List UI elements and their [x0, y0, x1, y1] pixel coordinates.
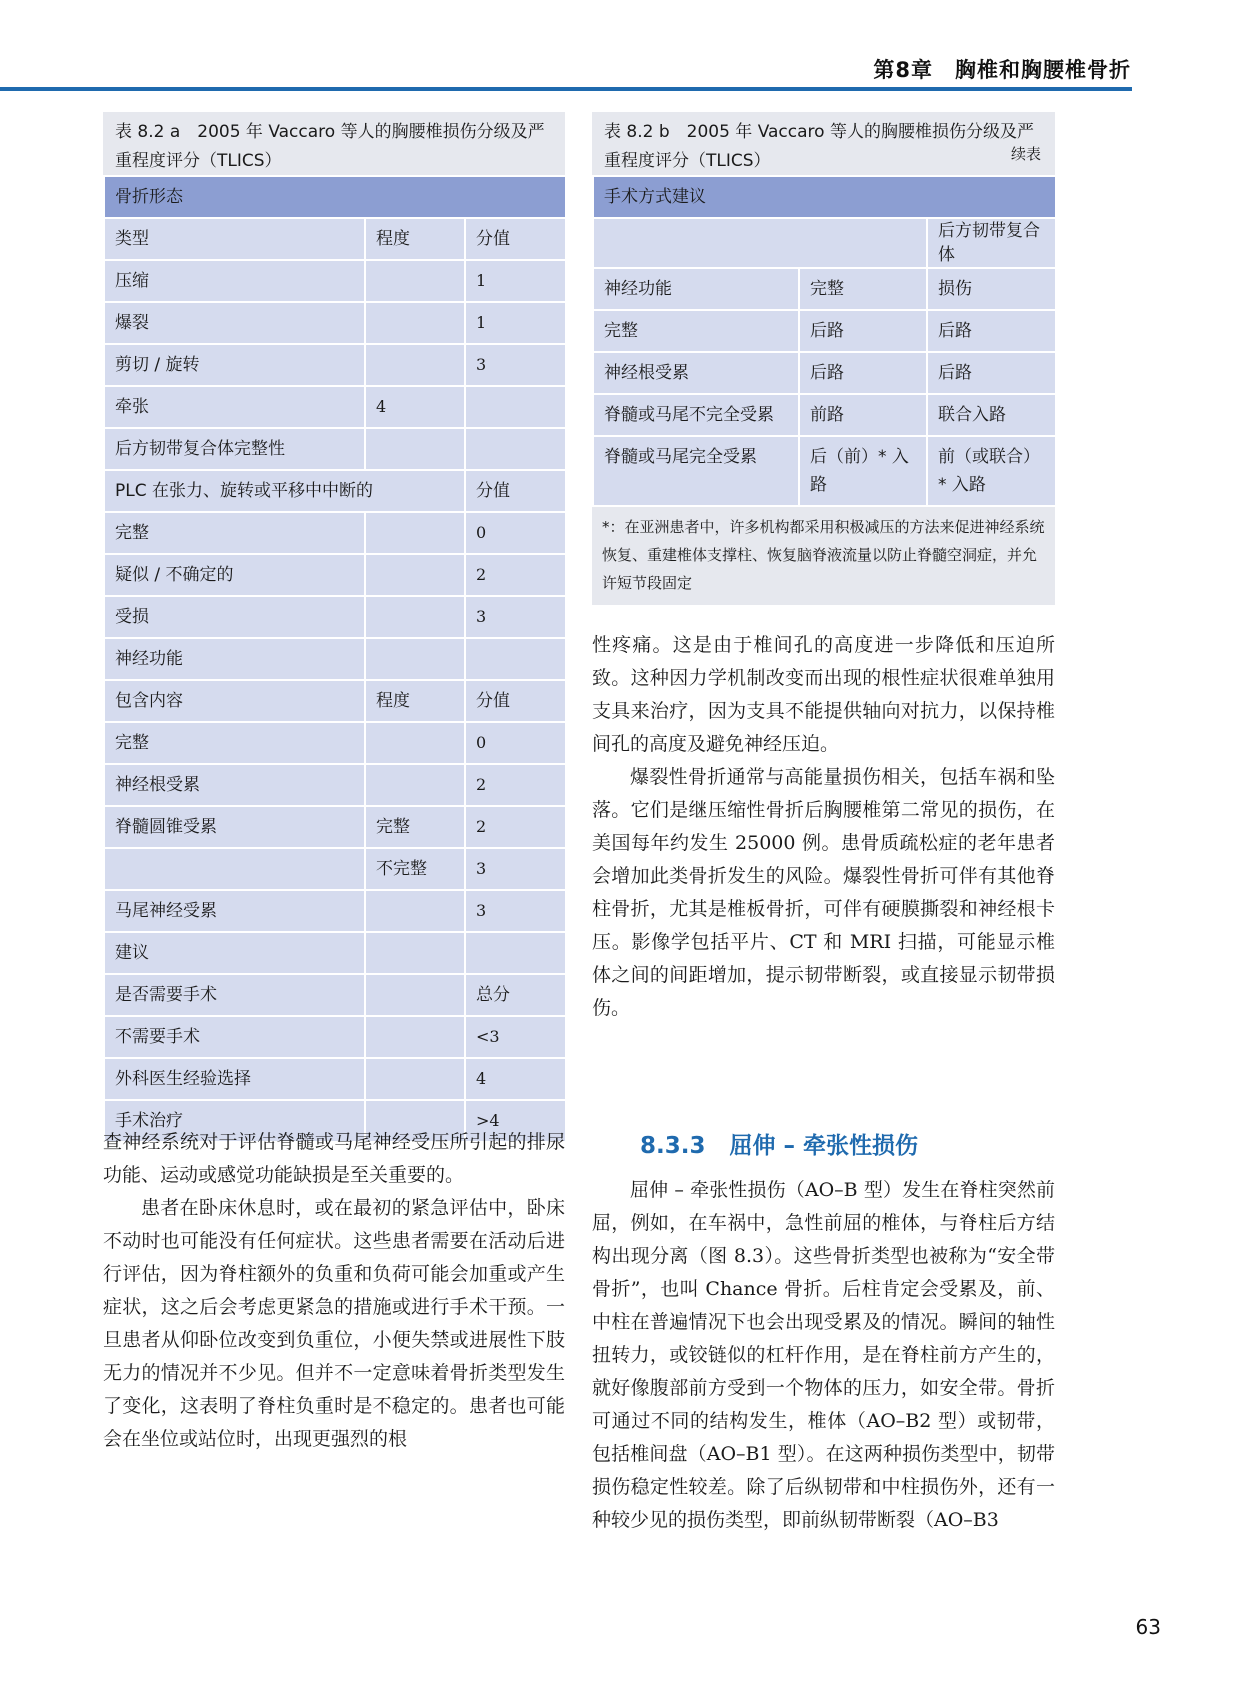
- table-cell: 1: [465, 260, 566, 302]
- table-cell: 包含内容: [104, 680, 365, 722]
- table-cell: <3: [465, 1016, 566, 1058]
- table-cell: 前（或联合）* 入路: [927, 436, 1056, 506]
- table-cell: [365, 932, 465, 974]
- table-cell: 外科医生经验选择: [104, 1058, 365, 1100]
- table-cell: [365, 722, 465, 764]
- table-row: [593, 218, 1056, 268]
- table-cell: 脊髓圆锥受累: [104, 806, 365, 848]
- table-cell: [365, 512, 465, 554]
- table-cell: 神经根受累: [104, 764, 365, 806]
- table-cell: 后路: [927, 352, 1056, 394]
- table-cell: 2: [465, 764, 566, 806]
- table-cell: 完整: [593, 310, 799, 352]
- table-8-2b-caption: [592, 112, 1055, 175]
- table-row: [104, 932, 566, 974]
- table-row: [104, 596, 566, 638]
- table-row: [593, 268, 1056, 310]
- table-cell: 剪切 / 旋转: [104, 344, 365, 386]
- table-cell: 脊髓或马尾不完全受累: [593, 394, 799, 436]
- table-cell: 后路: [927, 310, 1056, 352]
- header-rule: [0, 87, 1132, 91]
- table-row: [104, 176, 566, 218]
- table-8-2a-grid: [103, 175, 567, 1143]
- table-cell: [465, 932, 566, 974]
- table-cell: 完整: [365, 806, 465, 848]
- table-cell: PLC 在张力、旋转或平移中中断的: [104, 470, 465, 512]
- table-row: [104, 890, 566, 932]
- table-cell: [365, 260, 465, 302]
- table-row: [593, 176, 1056, 218]
- paragraph: 性疼痛。这是由于椎间孔的高度进一步降低和压迫所致。这种因力学机制改变而出现的根性症状很难单独用支具来治疗，因为支具不能提供轴向对抗力，以保持椎间孔的高度及避免神经压迫。: [592, 634, 1055, 755]
- table-cell: 神经根受累: [593, 352, 799, 394]
- table-cell: 分值: [465, 680, 566, 722]
- table-cell: 后（前）* 入路: [799, 436, 927, 506]
- table-cell: 程度: [365, 218, 465, 260]
- table-8-2a-caption: 表 8.2 a 2005 年 Vaccaro 等人的胸腰椎损伤分级及严重程度评分（TLICS）: [115, 122, 545, 171]
- table-cell: 2: [465, 554, 566, 596]
- table-8-2b-grid: [592, 175, 1057, 507]
- table-cell: [365, 596, 465, 638]
- table-row: [593, 436, 1056, 506]
- table-cell: 损伤: [927, 268, 1056, 310]
- table-row: [104, 428, 566, 470]
- table-row: [104, 722, 566, 764]
- table-cell: [365, 638, 465, 680]
- table-cell: >4: [465, 1100, 566, 1142]
- paragraph: 屈伸 – 牵张性损伤（AO–B 型）发生在脊柱突然前屈，例如，在车祸中，急性前屈的椎体，与脊柱后方结构出现分离（图 8.3）。这些骨折类型也被称为“安全带骨折”，也叫 Chance 骨折。后柱肯定会受累及，前、中柱在普遍情况下也会出现受累及的情况。瞬间的轴性扭转力，或铰链似的杠杆作用，是在脊柱前方产生的，就好像腹部前方受到一个物体的压力，如安全带。骨折可通过不同的结构发生，椎体（AO–B2 型）或韧带，包括椎间盘（AO–B1 型）。在这两种损伤类型中，韧带损伤稳定性较差。除了后纵韧带和中柱损伤外，还有一种较少见的损伤类型，即前纵韧带断裂（AO–B3: [592, 1179, 1055, 1531]
- table-cell: [465, 638, 566, 680]
- table-cell: [365, 1016, 465, 1058]
- table-row: [104, 974, 566, 1016]
- table-cell: [365, 764, 465, 806]
- table-cell: 马尾神经受累: [104, 890, 365, 932]
- table-8-2b-caption-text: 表 8.2 b 2005 年 Vaccaro 等人的胸腰椎损伤分级及严重程度评分（TLICS）: [604, 122, 1034, 171]
- table-cell: 3: [465, 344, 566, 386]
- table-cell: 分值: [465, 218, 566, 260]
- table-cell: 分值: [465, 470, 566, 512]
- table-cell: 完整: [104, 512, 365, 554]
- table-cell: 3: [465, 848, 566, 890]
- table-cell: 2: [465, 806, 566, 848]
- table-cell: 后方韧带复合体: [927, 218, 1056, 268]
- table-row: [104, 302, 566, 344]
- section-body-text: [592, 1174, 1055, 1537]
- table-cell: 神经功能: [593, 268, 799, 310]
- table-cell: 不完整: [365, 848, 465, 890]
- table-cell: 前路: [799, 394, 927, 436]
- page-number: 63: [1135, 1615, 1161, 1639]
- table-row: [104, 554, 566, 596]
- table-cell: 3: [465, 596, 566, 638]
- section-heading: [640, 1127, 918, 1160]
- table-cell: [365, 302, 465, 344]
- table-cell: [365, 428, 465, 470]
- table-row: [593, 394, 1056, 436]
- table-row: [104, 1058, 566, 1100]
- table-cell: 4: [365, 386, 465, 428]
- table-cell: 牵张: [104, 386, 365, 428]
- chapter-header-title: 第8章 胸椎和胸腰椎骨折: [873, 58, 1131, 82]
- table-8-2a: [103, 112, 565, 1143]
- table-cell: 骨折形态: [104, 176, 566, 218]
- table-cell: [465, 386, 566, 428]
- table-row: [104, 1016, 566, 1058]
- table-8-2b: [592, 112, 1055, 605]
- paragraph: 爆裂性骨折通常与高能量损伤相关，包括车祸和坠落。它们是继压缩性骨折后胸腰椎第二常见的损伤，在美国每年约发生 25000 例。患骨质疏松症的老年患者会增加此类骨折发生的风险。爆裂性骨折可伴有其他脊柱骨折，尤其是椎板骨折，可伴有硬膜撕裂和神经根卡压。影像学包括平片、CT 和 MRI 扫描，可能显示椎体之间的间距增加，提示韧带断裂，或直接显示韧带损伤。: [592, 766, 1055, 1019]
- table-cell: 完整: [104, 722, 365, 764]
- table-cell: 完整: [799, 268, 927, 310]
- paragraph: 患者在卧床休息时，或在最初的紧急评估中，卧床不动时也可能没有任何症状。这些患者需要在活动后进行评估，因为脊柱额外的负重和负荷可能会加重或产生症状，这之后会考虑更紧急的措施或进行手术干预。一旦患者从仰卧位改变到负重位，小便失禁或进展性下肢无力的情况并不少见。但并不一定意味着骨折类型发生了变化，这表明了脊柱负重时是不稳定的。患者也可能会在坐位或站位时，出现更强烈的根: [103, 1197, 565, 1450]
- table-row: [104, 680, 566, 722]
- table-cell: 1: [465, 302, 566, 344]
- table-cell: 3: [465, 890, 566, 932]
- table-row: [104, 470, 566, 512]
- table-cell: 手术方式建议: [593, 176, 1056, 218]
- table-cell: 后路: [799, 310, 927, 352]
- table-row: [104, 260, 566, 302]
- table-cell: 后路: [799, 352, 927, 394]
- table-8-2b-footnote: *：在亚洲患者中，许多机构都采用积极减压的方法来促进神经系统恢复、重建椎体支撑柱、恢复脑脊液流量以防止脊髓空洞症，并允许短节段固定: [602, 518, 1045, 592]
- table-cell: 手术治疗: [104, 1100, 365, 1142]
- table-cell: 联合入路: [927, 394, 1056, 436]
- table-cell: 疑似 / 不确定的: [104, 554, 365, 596]
- section-title: 屈伸 – 牵张性损伤: [729, 1133, 919, 1159]
- table-cell: [365, 554, 465, 596]
- section-number: 8.3.3: [640, 1133, 706, 1159]
- table-cell: 0: [465, 722, 566, 764]
- table-row: [104, 512, 566, 554]
- table-cell: 受损: [104, 596, 365, 638]
- table-cell: 程度: [365, 680, 465, 722]
- table-cell: 爆裂: [104, 302, 365, 344]
- table-row: [593, 310, 1056, 352]
- table-cell: 4: [465, 1058, 566, 1100]
- table-cell: [465, 428, 566, 470]
- table-row: [104, 848, 566, 890]
- left-column-text: [103, 1126, 565, 1456]
- table-cell: 总分: [465, 974, 566, 1016]
- table-cell: 0: [465, 512, 566, 554]
- table-cell: 后方韧带复合体完整性: [104, 428, 365, 470]
- table-row: [104, 806, 566, 848]
- table-cell: 建议: [104, 932, 365, 974]
- table-cell: 类型: [104, 218, 365, 260]
- table-row: [593, 352, 1056, 394]
- table-row: [104, 218, 566, 260]
- table-row: [104, 764, 566, 806]
- table-cell: [365, 344, 465, 386]
- table-row: [104, 638, 566, 680]
- right-column-text: [592, 629, 1055, 1025]
- table-cell: [365, 974, 465, 1016]
- table-cell: 不需要手术: [104, 1016, 365, 1058]
- table-cell: [593, 218, 927, 268]
- table-cell: 是否需要手术: [104, 974, 365, 1016]
- table-row: [104, 386, 566, 428]
- paragraph: 查神经系统对于评估脊髓或马尾神经受压所引起的排尿功能、运动或感觉功能缺损是至关重要的。: [103, 1131, 565, 1186]
- table-cell: [104, 848, 365, 890]
- table-row: [104, 344, 566, 386]
- table-cell: [365, 1058, 465, 1100]
- table-cell: [365, 890, 465, 932]
- continued-label: 续表: [1010, 145, 1041, 163]
- table-cell: 脊髓或马尾完全受累: [593, 436, 799, 506]
- table-cell: 神经功能: [104, 638, 365, 680]
- table-cell: 压缩: [104, 260, 365, 302]
